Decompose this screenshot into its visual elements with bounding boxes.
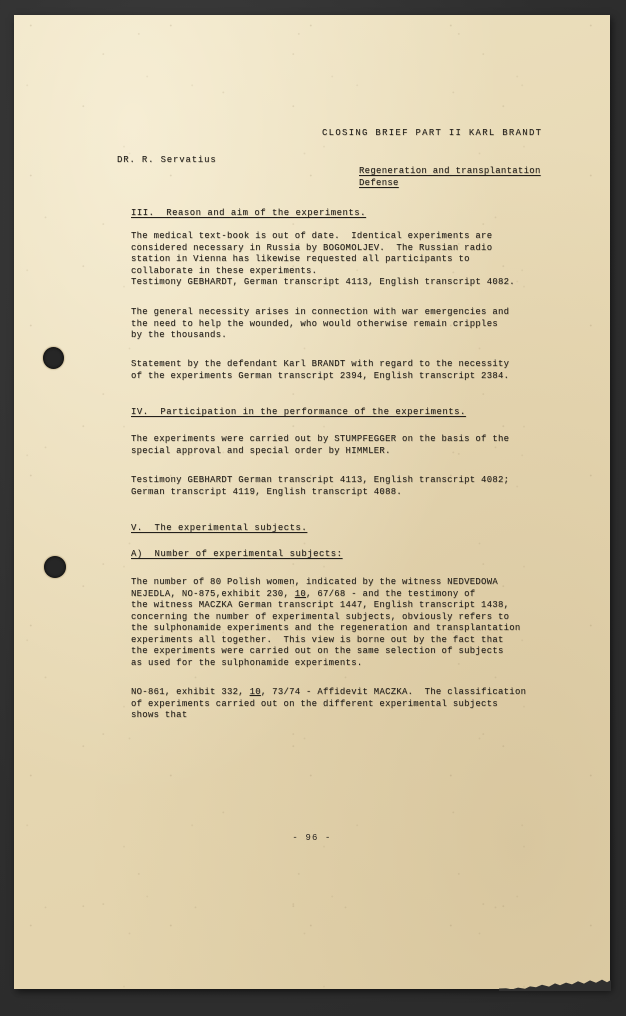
section-v-para-1-line-6: experiments all together. This view is borne out by the fact that	[131, 634, 504, 645]
section-iii-para-2-line-2: the need to help the wounded, who would otherwise remain cripples	[131, 318, 498, 329]
section-v-para-2-line-3: shows that	[131, 710, 188, 720]
section-v-para-1-line-3: the witness MACZKA German transcript 1447, English transcript 1438,	[131, 600, 510, 610]
section-v-subheading-a: A) Number of experimental subjects:	[131, 549, 343, 559]
subject-line-defense: Defense	[359, 178, 399, 188]
section-v-para-2-line-1-pre: NO-861, exhibit 332,	[131, 687, 250, 697]
section-iii-para-1-line-3: station in Vienna has likewise requested all participants to	[131, 254, 470, 264]
section-iii-para-1-line-1: The medical text-book is out of date. Identical experiments are	[131, 231, 493, 241]
section-iii-para-1-line-4: collaborate in these experiments.	[131, 265, 318, 276]
defense-counsel-name: DR. R. Servatius	[117, 155, 217, 165]
section-iv-heading: IV. Participation in the performance of the experiments.	[131, 407, 466, 417]
section-v-para-1-line-1: The number of 80 Polish women, indicated by the witness NEDVEDOWA	[131, 577, 498, 587]
section-v-para-1-line-2	[131, 589, 475, 601]
section-iii-para-3-line-2: of the experiments German transcript 2394, English transcript 2384.	[131, 370, 510, 381]
section-v-para-1-line-2-post: , 67/68 - and the testimony of	[306, 588, 476, 599]
section-iii-para-2-line-1: The general necessity arises in connection with war emergencies and	[131, 307, 510, 317]
page-number: - 96 -	[292, 833, 332, 843]
section-v-para-2-line-1-post: , 73/74 - Affidevit MACZKA. The classification	[260, 687, 527, 697]
section-iv-para-1-line-2: special approval and special order by HIMMLER.	[131, 445, 391, 456]
section-v-para-2-line-2: of experiments carried out on the different experimental subjects	[131, 698, 498, 709]
section-v-para-1-line-4: concerning the number of experimental subjects, obviously refers to	[131, 611, 510, 622]
typewritten-text-body	[14, 15, 610, 989]
exhibit-volume-ref-10: 10	[294, 588, 307, 599]
section-v-para-1-line-8: as used for the sulphonamide experiments.	[131, 657, 363, 668]
section-iv-para-2-line-2: German transcript 4119, English transcript 4088.	[131, 486, 403, 497]
section-iii-heading: III. Reason and aim of the experiments.	[131, 208, 367, 218]
section-v-heading: V. The experimental subjects.	[131, 523, 308, 533]
section-iv-para-1-line-1: The experiments were carried out by STUMPFEGGER on the basis of the	[131, 434, 510, 444]
document-page	[14, 15, 610, 989]
section-v-para-1-line-2-pre: NEJEDLA, NO-875,exhibit 230,	[131, 588, 295, 599]
section-iv-para-2-line-1: Testimony GEBHARDT German transcript 4113, English transcript 4082;	[131, 475, 510, 485]
section-v-para-1-line-5: the sulphonamide experiments and the regeneration and transplantation	[131, 623, 521, 633]
subject-line-regeneration: Regeneration and transplantation	[359, 166, 541, 176]
section-iii-para-3-line-1: Statement by the defendant Karl BRANDT with regard to the necessity	[131, 359, 510, 369]
document-title: CLOSING BRIEF PART II KARL BRANDT	[322, 128, 543, 138]
section-iii-para-1-line-2: considered necessary in Russia by BOGOMOLJEV. The Russian radio	[131, 242, 493, 253]
exhibit-volume-ref-10-second: 10	[249, 687, 261, 697]
section-v-para-1-line-7: the experiments were carried out on the same selection of subjects	[131, 646, 504, 656]
section-v-para-2-line-1	[131, 687, 526, 699]
section-iii-para-2-line-3: by the thousands.	[131, 330, 227, 340]
section-iii-para-1-line-5: Testimony GEBHARDT, German transcript 4113, English transcript 4082.	[131, 277, 515, 287]
